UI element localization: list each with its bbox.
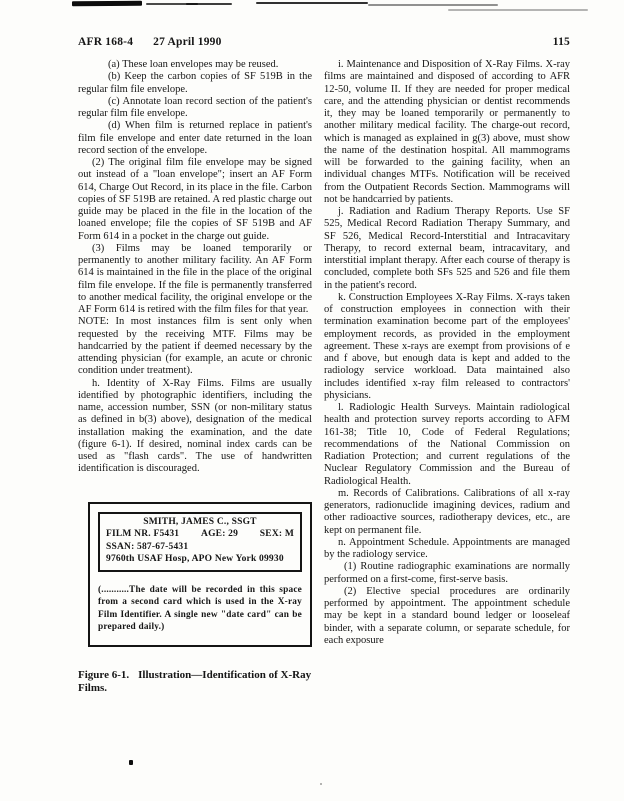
paragraph: (a) These loan envelopes may be reused. bbox=[108, 59, 279, 70]
paragraph: i. Maintenance and Disposition of X-Ray Films. X-ray films are maintained and disposed of according to AFR 12-50, volume II. If they are needed for proper medical care, and the attending physician or dentist recommends it, they may be loaned temporarily or permanently to another military medical facility. The charge-out record, which is managed as explained in g(3) above, must show the name of the destination hospital. All mammograms will be forwarded to the gaining facility, when an individual changes MTFs. Notification will be received from the Outpatient Records Section. Mammograms will not be handcarried by patients. bbox=[324, 59, 570, 205]
paragraph: (1) Routine radiographic examinations are normally performed on a first-come, first-serve basis. bbox=[324, 561, 570, 585]
card-ssan: SSAN: 587-67-5431 bbox=[106, 541, 189, 552]
page-content bbox=[78, 36, 570, 696]
scan-artifact bbox=[256, 2, 368, 4]
paragraph: (d) When film is returned replace in patient's film file envelope and enter date returned in the loan record section of the envelope. bbox=[78, 120, 312, 156]
regulation-number: AFR 168-4 bbox=[78, 36, 134, 48]
scan-artifact bbox=[448, 9, 588, 11]
card-sex: SEX: M bbox=[259, 529, 294, 539]
header-date: 27 April 1990 bbox=[153, 36, 222, 48]
paragraph: (2) Elective special procedures are ordinarily performed by appointment. The appointment schedule may be kept in a standard bound ledger or looseleaf binder, with a separate column, or separate schedule, for each exposure bbox=[324, 585, 570, 646]
figure-note: (...........The date will be recorded in this space from a second card which is used in the X-ray Film Identifier. A single new "date card" can be prepared daily.) bbox=[98, 584, 302, 632]
scan-artifact bbox=[129, 760, 133, 765]
page-number: 115 bbox=[552, 36, 570, 48]
paragraph: n. Appointment Schedule. Appointments are managed by the radiology service. bbox=[324, 536, 570, 560]
two-column-body bbox=[78, 59, 570, 696]
right-column bbox=[324, 59, 570, 696]
card-film-number: FILM NR. F5431 bbox=[106, 529, 180, 539]
card-facility: 9760th USAF Hosp, APO New York 09930 bbox=[106, 554, 284, 564]
paragraph: (b) Keep the carbon copies of SF 519B in the regular film file envelope. bbox=[78, 71, 312, 95]
figure-caption-text: Illustration—Identification of X-Ray Films. bbox=[78, 668, 312, 694]
figure-caption-label: Figure 6-1. bbox=[78, 668, 130, 681]
xray-id-card bbox=[98, 512, 302, 572]
figure-illustration-box bbox=[88, 502, 312, 647]
paragraph: (3) Films may be loaned temporarily or permanently to another military facility. An AF Form 614 is maintained in the file in the place of the original film file envelope. If the file is permanently transferred to another medical facility, the original envelope or the AF Form 614 is retired with the film files for that year. bbox=[78, 242, 312, 315]
note-paragraph: NOTE: In most instances film is sent only when requested by the receiving MTF. Films may be handcarried by the patient if deemed necessary by the attending physician (for example, an acute or chronic condition under treatment). bbox=[78, 316, 312, 377]
scan-artifact bbox=[186, 3, 232, 5]
header-left bbox=[78, 36, 222, 48]
left-column bbox=[78, 59, 312, 696]
paragraph: (c) Annotate loan record section of the patient's regular film file envelope. bbox=[78, 95, 312, 119]
paragraph: k. Construction Employees X-Ray Films. X-rays taken of construction employees in connection with their termination examination become part of the employees' employment records, as provided in the employment agreement. These x-rays are exempt from provisions of e and f above, but enough data is kept and added to the radiology service workload. Data maintained also includes identified x-ray film released to contractors' physicians. bbox=[324, 291, 570, 401]
page-header bbox=[78, 36, 570, 48]
paragraph: j. Radiation and Radium Therapy Reports. Use SF 525, Medical Record Radiation Therapy Summary, and SF 526, Medical Record-Interstitial and Intracavitary Therapy, to record external beam, intracavitary, and interstitial implant therapy. After each course of therapy is concluded, complete both SFs 525 and 526 and file them in the patient's record. bbox=[324, 206, 570, 291]
scan-artifact bbox=[320, 783, 322, 785]
scan-artifact bbox=[368, 4, 498, 6]
paragraph: (2) The original film file envelope may be signed out instead of a "loan envelope"; insert an AF Form 614, Charge Out Record, in its place in the file. Carbon copies of SF 519B are retained. A red plastic charge out guide may be placed in the file in the location of the loaned envelope; file the copies of SF 519B and AF Form 614 in a pocket in the charge out guide. bbox=[78, 157, 312, 242]
card-film-row bbox=[106, 528, 294, 541]
scan-artifact bbox=[72, 1, 142, 6]
paragraph: h. Identity of X-Ray Films. Films are usually identified by photographic identifiers, including the name, accession number, SSN (or non-military status as defined in b(3) above), designation of the medical installation making the examination, and the date (figure 6-1). If desired, nominal index cards can be used as "flash cards". The use of handwritten identification is discouraged. bbox=[78, 377, 312, 475]
figure-caption bbox=[78, 669, 312, 696]
card-age: AGE: 29 bbox=[201, 529, 239, 539]
paragraph: l. Radiologic Health Surveys. Maintain radiological health and protection survey reports according to AFM 161-38; Title 10, Code of Federal Regulations; recommendations of the National Commission on Radiation Protection; and current regulations of the Nuclear Regulatory Commission and the Bureau of Radiological Health. bbox=[324, 402, 570, 487]
card-patient-name: SMITH, JAMES C., SSGT bbox=[143, 516, 257, 527]
paragraph: m. Records of Calibrations. Calibrations of all x-ray generators, radionuclide imagining devices, radium and other radioactive sources, radiotherapy devices, etc., are kept on permanent file. bbox=[324, 487, 570, 536]
